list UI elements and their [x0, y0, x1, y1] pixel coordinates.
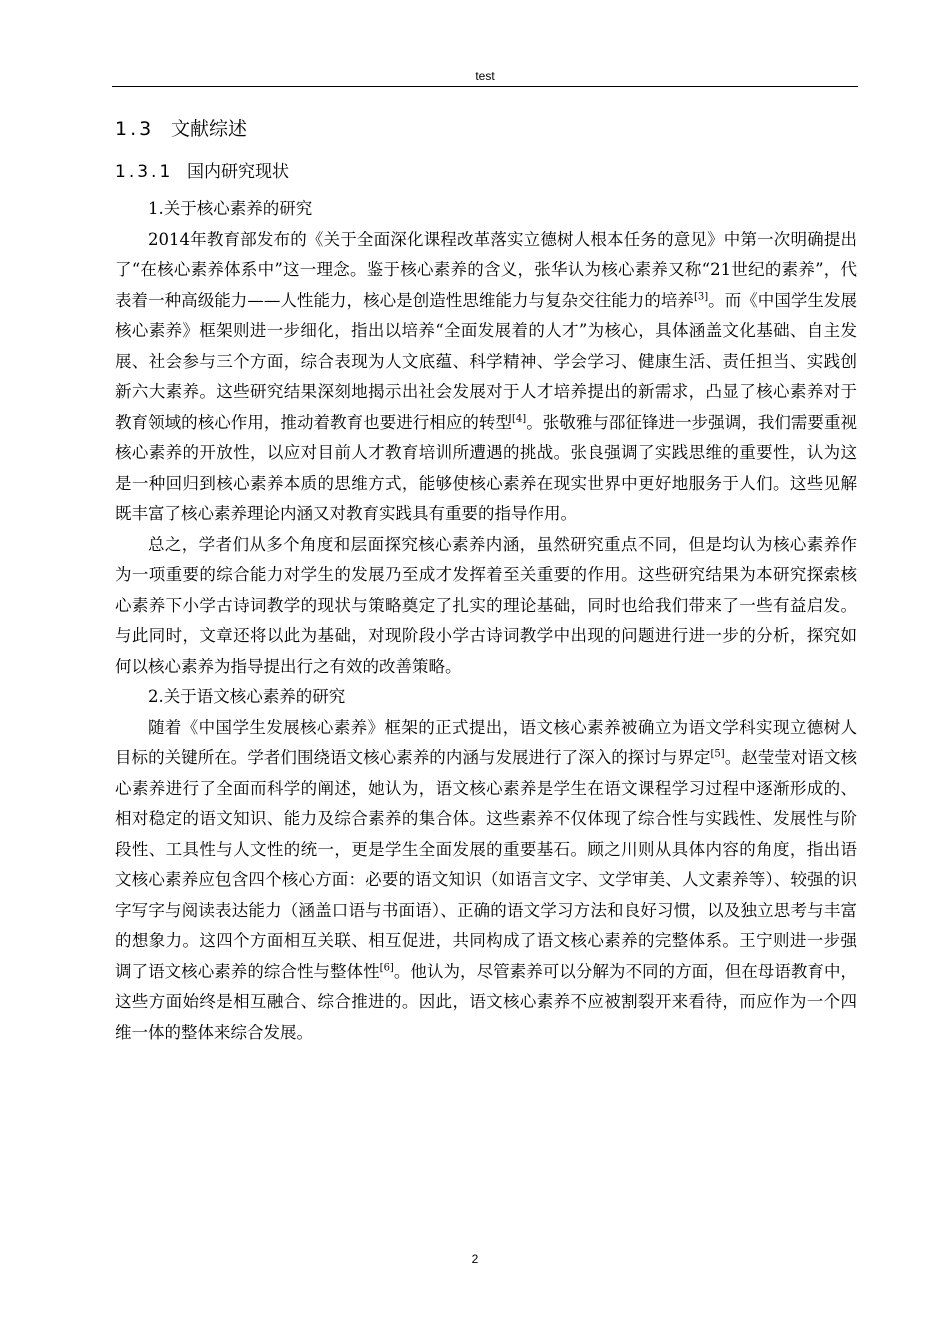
section-number: 1.3 — [115, 118, 155, 140]
subsection-heading — [115, 158, 857, 186]
section-heading — [115, 114, 857, 144]
part1-paragraph-1: 2014年教育部发布的《关于全面深化课程改革落实立德树人根本任务的意见》中第一次明确提出了“在核心素养体系中”这一理念。鉴于核心素养的含义，张华认为核心素养又称“21世纪的素养”，代表着一种高级能力——人性能力，核心是创造性思维能力与复杂交往能力的培养[3]。而《中国学生发展核心素养》框架则进一步细化，指出以培养“全面发展着的人才”为核心，具体涵盖文化基础、自主发展、社会参与三个方面，综合表现为人文底蕴、科学精神、学会学习、健康生活、责任担当、实践创新六大素养。这些研究结果深刻地揭示出社会发展对于人才培养提出的新需求，凸显了核心素养对于教育领域的核心作用，推动着教育也要进行相应的转型[4]。张敬雅与邵征锋进一步强调，我们需要重视核心素养的开放性，以应对目前人才教育培训所遭遇的挑战。张良强调了实践思维的重要性，认为这是一种回归到核心素养本质的思维方式，能够使核心素养在现实世界中更好地服务于人们。这些见解既丰富了核心素养理论内涵又对教育实践具有重要的指导作用。 — [115, 229, 858, 523]
part1-paragraph-2: 总之，学者们从多个角度和层面探究核心素养内涵，虽然研究重点不同，但是均认为核心素养作为一项重要的综合能力对学生的发展乃至成才发挥着至关重要的作用。这些研究结果为本研究探索核心素养下小学古诗词教学的现状与策略奠定了扎实的理论基础，同时也给我们带来了一些有益启发。与此同时，文章还将以此为基础，对现阶段小学古诗词教学中出现的问题进行进一步的分析，探究如何以核心素养为指导提出行之有效的改善策略。 — [115, 534, 857, 676]
citation-ref: [4] — [512, 413, 527, 424]
page-header: test — [475, 69, 495, 83]
citation-ref: [5] — [710, 748, 725, 760]
header-rule — [112, 86, 858, 87]
part2-paragraph-1: 随着《中国学生发展核心素养》框架的正式提出，语文核心素养被确立为语文学科实现立德树人目标的关键所在。学者们围绕语文核心素养的内涵与发展进行了深入的探讨与界定[5]。赵莹莹对语文核心素养进行了全面而科学的阐述，她认为，语文核心素养是学生在语文课程学习过程中逐渐形成的、相对稳定的语文知识、能力及综合素养的集合体。这些素养不仅体现了综合性与实践性、发展性与阶段性、工具性与人文性的统一，更是学生全面发展的重要基石。顾之川则从具体内容的角度，指出语文核心素养应包含四个核心方面：必要的语文知识（如语言文字、文学审美、人文素养等）、较强的识字写字与阅读表达能力（涵盖口语与书面语）、正确的语文学习方法和良好习惯，以及独立思考与丰富的想象力。这四个方面相互关联、相互促进，共同构成了语文核心素养的完整体系。王宁则进一步强调了语文核心素养的综合性与整体性[6]。他认为，尽管素养可以分解为不同的方面，但在母语教育中，这些方面始终是相互融合、综合推进的。因此，语文核心素养不应被割裂开来看待，而应作为一个四维一体的整体来综合发展。 — [115, 717, 858, 1042]
citation-ref: [3] — [693, 291, 709, 302]
subsection-number: 1.3.1 — [115, 162, 174, 182]
subsection-title: 国内研究现状 — [187, 162, 289, 182]
part1-heading: 1.关于核心素养的研究 — [148, 199, 313, 218]
page-number: 2 — [471, 1252, 479, 1266]
section-title: 文献综述 — [171, 118, 248, 140]
document-body — [115, 114, 857, 1048]
citation-ref: [6] — [379, 962, 394, 973]
part2-heading: 2.关于语文核心素养的研究 — [148, 687, 346, 706]
